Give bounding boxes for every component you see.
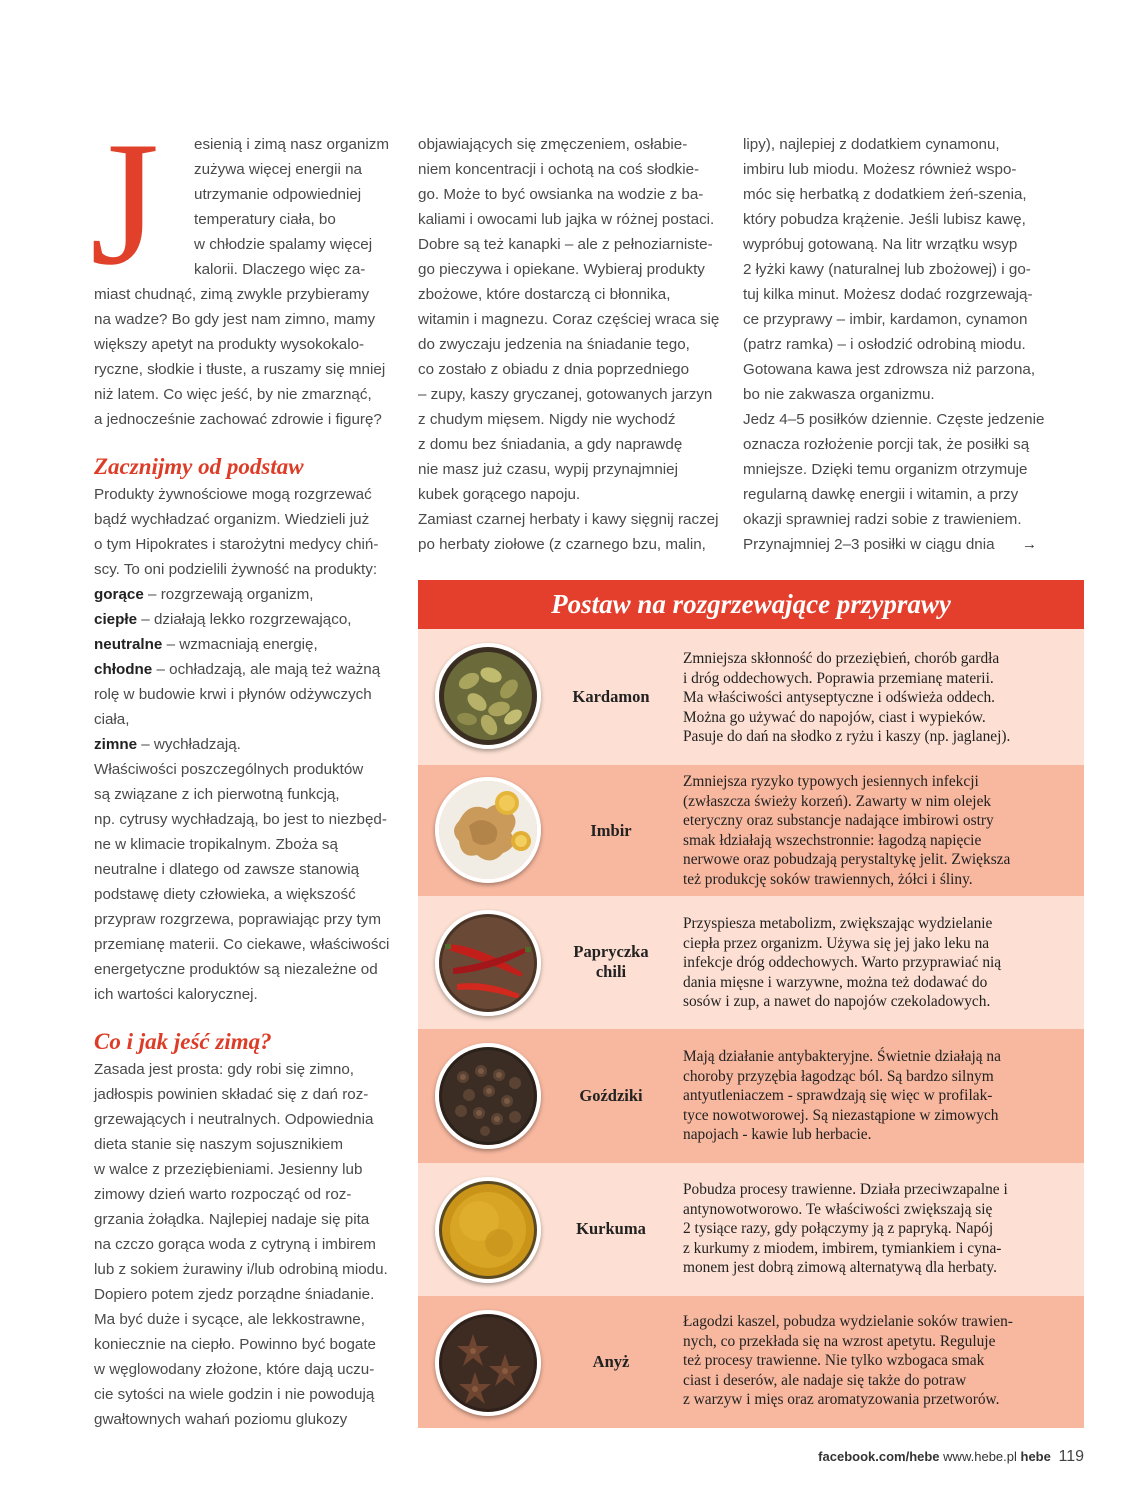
spice-row-gozdziki — [418, 1029, 1084, 1163]
text-line: wypróbuj gotowaną. Na litr wrzątku wsyp — [743, 236, 1018, 253]
intro-line: utrzymanie odpowiedniej — [194, 186, 362, 203]
text-line: ne w klimacie tropikalnym. Zboża są — [94, 836, 338, 853]
spice-description — [683, 772, 1068, 889]
continue-arrow-icon: → — [1021, 536, 1037, 553]
desc-line: (zwłaszcza świeży korzeń). Zawarty w nim olejek — [683, 792, 992, 810]
text-line: Zamiast czarnej herbaty i kawy sięgnij raczej — [418, 511, 719, 528]
desc-line: infekcje dróg oddechowych. Warto przyprawiać nią — [683, 954, 1002, 971]
spice-name: Imbir — [590, 821, 632, 840]
spice-name: Kardamon — [572, 687, 650, 706]
text-line: który pobudza krążenie. Jeśli lubisz kawę, — [743, 211, 1026, 228]
text-line: grzania żołądka. Najlepiej nadaje się pita — [94, 1211, 370, 1228]
spice-name: Goździki — [579, 1086, 643, 1105]
desc-line: też produkcję soków trawiennych, żółci i śliny. — [683, 870, 973, 888]
category-term: zimne — [94, 736, 138, 753]
intro-line: esienią i zimą nasz organizm — [194, 136, 389, 153]
desc-line: antynowotworowo. Te właściwości zwiększają się — [683, 1200, 993, 1218]
category-term: chłodne — [94, 661, 153, 678]
column-3-text — [743, 132, 1053, 557]
desc-line: też procesy trawienne. Nie tylko wzbogaca smak — [683, 1352, 985, 1369]
spice-name: Kurkuma — [576, 1219, 646, 1238]
desc-line: ciepła przez organizm. Używa się jej jako leku na — [683, 934, 990, 952]
text-line: cie sytości na wiele godzin i nie powodują — [94, 1386, 375, 1403]
spice-description — [683, 1047, 1068, 1145]
text-line: rolę w budowie krwi i płynów odżywczych — [94, 686, 372, 703]
turmeric-image — [435, 1177, 541, 1283]
text-line: o tym Hipokrates i starożytni medycy chiń- — [94, 536, 379, 553]
text-line: – zupy, kaszy gryczanej, gotowanych jarzyn — [418, 386, 713, 403]
page-footer — [818, 1448, 1084, 1466]
text-line: 2 łyżki kawy (naturalnej lub zbożowej) i go- — [743, 261, 1031, 278]
spice-description — [683, 649, 1068, 747]
text-line: grzewających i neutralnych. Odpowiednia — [94, 1111, 374, 1128]
text-line: Dobre są też kanapki – ale z pełnoziarniste- — [418, 236, 713, 253]
text-line: oznacza rozłożenie porcji tak, że posiłki są — [743, 436, 1030, 453]
section-basics — [94, 482, 394, 1007]
column-2-text — [418, 132, 723, 557]
desc-line: choroby przyzębia łagodząc ból. Są bardzo silnym — [683, 1067, 994, 1085]
text-line: objawiających się zmęczeniem, osłabie- — [418, 136, 688, 153]
text-line: Przynajmniej 2–3 posiłki w ciągu dnia — [743, 536, 995, 553]
text-line: (patrz ramka) – i osłodzić odrobiną miodu. — [743, 336, 1026, 353]
text-line: z chudym mięsem. Nigdy nie wychodź — [418, 411, 676, 428]
text-line: koniecznie na ciepło. Powinno być bogate — [94, 1336, 376, 1353]
spice-description — [683, 1312, 1068, 1410]
text-line: zbożowe, które dostarczą ci błonnika, — [418, 286, 671, 303]
desc-line: Przyspiesza metabolizm, zwiększając wydzielanie — [683, 915, 993, 932]
spice-row-kurkuma — [418, 1163, 1084, 1296]
text-line: przypraw rozgrzewa, poprawiając przy tym — [94, 911, 381, 928]
spice-name-line: chili — [595, 962, 627, 981]
page-number: 119 — [1058, 1448, 1084, 1465]
spice-box — [418, 580, 1084, 1428]
section-winter-eating — [94, 1057, 394, 1432]
spice-name-line: Papryczka — [573, 942, 649, 961]
text-line: regularną dawkę energii i witamin, a przy — [743, 486, 1019, 503]
text-line: witamin i magnezu. Coraz częściej wraca się — [418, 311, 720, 328]
desc-line: dania mięsne i warzywne, można też dodawać do — [683, 973, 988, 991]
desc-line: Ma właściwości antyseptyczne i odświeża oddech. — [683, 689, 995, 706]
intro-line: miast chudnąć, zimą zwykle przybieramy — [94, 286, 370, 303]
text-line: bo nie zakwasza organizmu. — [743, 386, 935, 403]
text-line: mniejsze. Dzięki temu organizm otrzymuje — [743, 461, 1028, 478]
desc-line: Zmniejsza ryzyko typowych jesiennych infekcji — [683, 773, 979, 790]
category-term: gorące — [94, 586, 144, 603]
desc-line: 2 tysiące razy, gdy połączymy ją z papryką. Napój — [683, 1220, 994, 1237]
desc-line: Zmniejsza skłonność do przeziębień, chorób gardła — [683, 650, 1000, 667]
spice-description — [683, 914, 1068, 1012]
spice-name: Anyż — [592, 1352, 630, 1371]
text-line: niem koncentracji i ochotą na coś słodkie- — [418, 161, 700, 178]
spice-box-title: Postaw na rozgrzewające przyprawy — [418, 580, 1084, 629]
dropcap: J — [90, 104, 160, 302]
facebook-link[interactable]: facebook.com/hebe — [818, 1449, 940, 1464]
desc-line: tyce nowotworowej. Są niezastąpione w zimowych — [683, 1106, 999, 1124]
text-line: są związane z ich pierwotną funkcją, — [94, 786, 340, 803]
category-term: neutralne — [94, 636, 163, 653]
spice-row-imbir — [418, 765, 1084, 896]
desc-line: nerwowe oraz pobudzają perystaltykę jelit. Zwiększa — [683, 851, 1011, 868]
intro-line: temperatury ciała, bo — [194, 211, 336, 228]
article-column-3 — [743, 132, 1053, 557]
text-line: do zwyczaju jedzenia na śniadanie tego, — [418, 336, 690, 353]
text-line: po herbaty ziołowe (z czarnego bzu, malin, — [418, 536, 706, 553]
text-line: gwałtownych wahań poziomu glukozy — [94, 1411, 348, 1428]
star-anise-image — [435, 1310, 541, 1416]
desc-line: monem jest dobrą zimową alternatywą dla herbaty. — [683, 1259, 997, 1276]
text-line: ce przyprawy – imbir, kardamon, cynamon — [743, 311, 1028, 328]
intro-line: niż latem. Co więc jeść, by nie zmarznąć, — [94, 386, 372, 403]
text-line: okazji sprawniej radzi sobie z trawieniem. — [743, 511, 1022, 528]
spice-description — [683, 1180, 1068, 1278]
ginger-image — [435, 777, 541, 883]
text-line: energetyczne produktów są niezależne od — [94, 961, 378, 978]
category-term: ciepłe — [94, 611, 138, 628]
desc-line: smak łdziałają wszechstronnie: łagodzą napięcie — [683, 831, 982, 849]
text-line: ciała, — [94, 711, 130, 728]
text-line: na czczo gorąca woda z cytryną i imbirem — [94, 1236, 376, 1253]
text-line: Produkty żywnościowe mogą rozgrzewać — [94, 486, 372, 503]
spice-row-kardamon — [418, 629, 1084, 765]
desc-line: eteryczny oraz substancje nadające imbirowi ostry — [683, 812, 994, 829]
desc-line: ciast i deserów, ale nadaje się także do potraw — [683, 1371, 967, 1389]
text-line: Ma być duże i sycące, ale lekkostrawne, — [94, 1311, 365, 1328]
cardamom-image — [435, 643, 541, 749]
text-line: móc się herbatką z dodatkiem żeń-szenia, — [743, 186, 1027, 203]
desc-line: Łagodzi kaszel, pobudza wydzielanie soków trawien- — [683, 1313, 1013, 1330]
text-line: bądź wychładzać organizm. Wiedzieli już — [94, 511, 370, 528]
intro-line: zużywa więcej energii na — [194, 161, 362, 178]
desc-line: nych, co przekłada się na wzrost apetytu. Reguluje — [683, 1332, 996, 1350]
intro-line: większy apetyt na produkty wysokokalo- — [94, 336, 365, 353]
text-line: kaliami i owocami lub jajka w różnej postaci. — [418, 211, 715, 228]
text-line: przemianę materii. Co ciekawe, właściwości — [94, 936, 390, 953]
text-line: Zasada jest prosta: gdy robi się zimno, — [94, 1061, 354, 1078]
text-line: Gotowana kawa jest zdrowsza niż parzona, — [743, 361, 1036, 378]
text-line: Właściwości poszczególnych produktów — [94, 761, 364, 778]
category-desc: – wzmacniają energię, — [162, 636, 318, 653]
desc-line: napojach - kawie lub herbacie. — [683, 1126, 872, 1143]
desc-line: Można go używać do napojów, ciast i wypieków. — [683, 708, 986, 726]
category-desc: – działają lekko rozgrzewająco, — [137, 611, 352, 628]
spice-name — [556, 942, 666, 982]
text-line: dieta stanie się naszym sojusznikiem — [94, 1136, 344, 1153]
heading-basics: Zacznijmy od podstaw — [94, 454, 304, 479]
desc-line: antyutleniaczem - sprawdzają się więc w profilak- — [683, 1087, 993, 1104]
text-line: lub z sokiem żurawiny i/lub odrobiną miodu. — [94, 1261, 388, 1278]
text-line: go pieczywa i opiekane. Wybieraj produkty — [418, 261, 705, 278]
text-line: jadłospis powinien składać się z dań roz- — [94, 1086, 369, 1103]
text-line: scy. To oni podzielili żywność na produkty: — [94, 561, 378, 578]
category-desc: – wychładzają. — [137, 736, 241, 753]
article-column-2 — [418, 132, 723, 557]
text-line: kubek gorącego napoju. — [418, 486, 581, 503]
desc-line: i dróg oddechowych. Poprawia przemianę materii. — [683, 669, 994, 687]
intro-line: na wadze? Bo gdy jest nam zimno, mamy — [94, 311, 376, 328]
category-desc: – rozgrzewają organizm, — [143, 586, 314, 603]
text-line: tuj kilka minut. Możesz dodać rozgrzewają- — [743, 286, 1033, 303]
text-line: zimowy dzień warto rozpocząć od roz- — [94, 1186, 352, 1203]
intro-line: w chłodzie spalamy więcej — [194, 236, 373, 253]
text-line: Dopiero potem zjedz porządne śniadanie. — [94, 1286, 375, 1303]
spice-row-anyz — [418, 1296, 1084, 1428]
text-line: z domu bez śniadania, a gdy naprawdę — [418, 436, 683, 453]
desc-line: z warzyw i mięs oraz aromatyzowania przetworów. — [683, 1391, 1000, 1408]
desc-line: Pobudza procesy trawienne. Działa przeciwzapalne i — [683, 1181, 1008, 1198]
text-line: imbiru lub miodu. Możesz również wspo- — [743, 161, 1017, 178]
text-line: np. cytrusy wychładzają, bo jest to niezbęd- — [94, 811, 387, 828]
text-line: go. Może to być owsianka na wodzie z ba- — [418, 186, 704, 203]
desc-line: z kurkumy z miodem, imbirem, tymiankiem i cyna- — [683, 1239, 1002, 1257]
text-line: co zostało z obiadu z dnia poprzedniego — [418, 361, 690, 378]
intro-line: ryczne, słodkie i tłuste, a ruszamy się mniej — [94, 361, 386, 378]
text-line: w węglowodany złożone, które dają uczu- — [94, 1361, 375, 1378]
brand-name: hebe — [1020, 1449, 1051, 1464]
spice-row-chili — [418, 896, 1084, 1029]
intro-line: kalorii. Dlaczego więc za- — [194, 261, 366, 278]
text-line: lipy), najlepiej z dodatkiem cynamonu, — [743, 136, 1000, 153]
desc-line: sosów i zup, a nawet do napojów czekoladowych. — [683, 993, 991, 1010]
text-line: Jedz 4–5 posiłków dziennie. Częste jedzenie — [743, 411, 1045, 428]
text-line: w walce z przeziębieniami. Jesienny lub — [94, 1161, 363, 1178]
article-column-1 — [90, 104, 394, 1432]
text-line: ich wartości kalorycznej. — [94, 986, 258, 1003]
heading-winter-eating: Co i jak jeść zimą? — [94, 1029, 272, 1054]
website-link[interactable]: www.hebe.pl — [943, 1449, 1017, 1464]
text-line: neutralne i dlatego od zawsze stanowią — [94, 861, 360, 878]
category-desc: – ochładzają, ale mają też ważną — [152, 661, 381, 678]
text-line: nie masz już czasu, wypij przynajmniej — [418, 461, 678, 478]
intro-line: a jednocześnie zachować zdrowie i figurę? — [94, 411, 382, 428]
cloves-image — [435, 1043, 541, 1149]
text-line: podstawę diety człowieka, a większość — [94, 886, 356, 903]
desc-line: Pasuje do dań na słodko z ryżu i kaszy (np. jaglanej). — [683, 728, 1011, 745]
desc-line: Mają działanie antybakteryjne. Świetnie działają na — [683, 1048, 1001, 1065]
chili-pepper-image — [435, 910, 541, 1016]
